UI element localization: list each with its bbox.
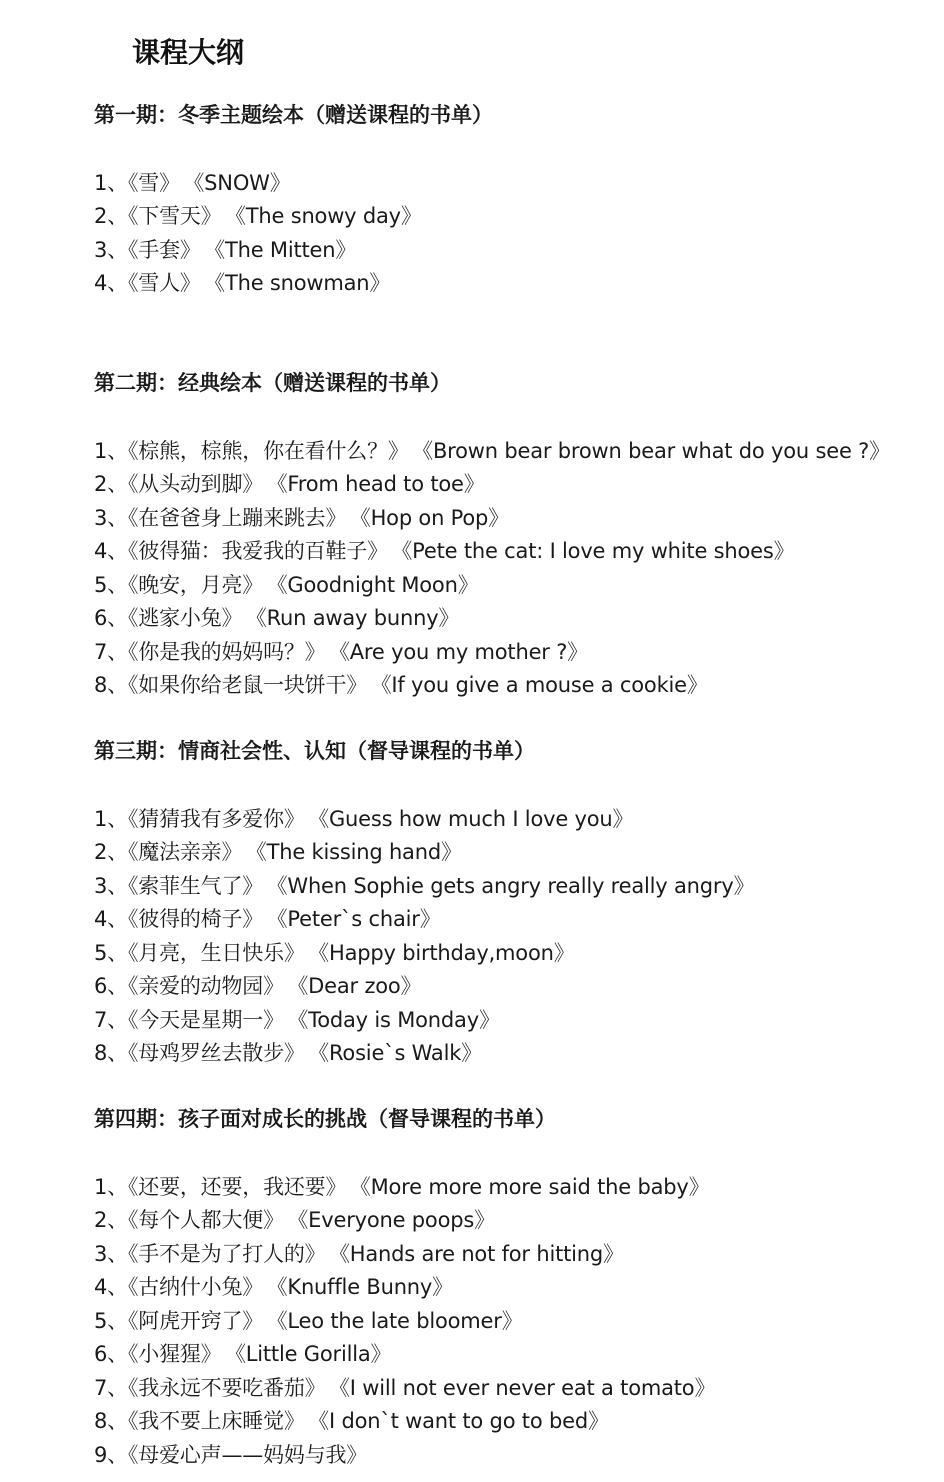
item-number: 4、 [94, 539, 128, 563]
book-title-chinese: 《你是我的妈妈吗？》 [127, 639, 326, 664]
book-title-english: 《Little Gorilla》 [235, 1342, 392, 1366]
item-number: 4、 [94, 1275, 128, 1299]
book-title-chinese: 《棕熊，棕熊，你在看什么？》 [127, 438, 409, 463]
book-title-chinese: 《魔法亲亲》 [127, 840, 243, 864]
book-title-chinese: 《手不是为了打人的》 [127, 1241, 326, 1266]
section-heading: 第二期：经典绘本（赠送课程的书单） [94, 371, 451, 395]
item-number: 5、 [94, 1308, 128, 1333]
book-list-item [94, 669, 940, 703]
book-list-item [94, 937, 940, 971]
item-number: 7、 [94, 1007, 128, 1032]
book-list-item [94, 1204, 940, 1238]
section-heading: 第四期：孩子面对成长的挑战（督导课程的书单） [94, 1107, 556, 1131]
book-title-chinese: 《手套》 [127, 237, 201, 262]
book-title-chinese: 《阿虎开窍了》 [127, 1308, 264, 1333]
book-title-english: 《From head to toe》 [277, 472, 485, 496]
item-number: 2、 [94, 204, 128, 228]
item-number: 5、 [94, 572, 128, 597]
book-list-item [94, 870, 940, 904]
book-title-english: 《Brown bear brown bear what do you see ?》 [422, 438, 890, 463]
item-number: 7、 [94, 639, 128, 664]
book-title-chinese: 《如果你给老鼠一块饼干》 [127, 673, 368, 697]
book-title-chinese: 《下雪天》 [127, 204, 222, 228]
item-number: 7、 [94, 1375, 128, 1400]
section-heading: 第一期：冬季主题绘本（赠送课程的书单） [94, 103, 493, 127]
book-list-item [94, 1372, 940, 1406]
book-list-item [94, 1439, 940, 1473]
book-list-item [94, 1405, 940, 1439]
book-title-chinese: 《晚安，月亮》 [127, 572, 264, 597]
item-number: 8、 [94, 1409, 128, 1433]
book-title-english: 《I don`t want to go to bed》 [318, 1409, 609, 1433]
book-title-english: 《Pete the cat: I love my white shoes》 [401, 539, 795, 563]
book-title-chinese: 《亲爱的动物园》 [127, 974, 284, 998]
section-heading: 第三期：情商社会性、认知（督导课程的书单） [94, 739, 535, 763]
book-list-item [94, 1271, 940, 1305]
item-number: 2、 [94, 472, 128, 496]
book-list-item [94, 803, 940, 837]
book-list-item [94, 636, 940, 670]
book-title-english: 《Goodnight Moon》 [277, 572, 479, 597]
item-number: 3、 [94, 873, 128, 898]
book-title-chinese: 《每个人都大便》 [127, 1208, 284, 1232]
book-title-english: 《More more more said the baby》 [360, 1174, 710, 1199]
page-title: 课程大纲 [132, 35, 245, 69]
book-list-item [94, 1305, 940, 1339]
book-title-english: 《The snowy day》 [235, 204, 422, 228]
item-number: 8、 [94, 673, 128, 697]
book-title-english: 《Are you my mother ?》 [339, 639, 588, 664]
book-title-chinese: 《还要，还要，我还要》 [127, 1174, 347, 1199]
item-number: 1、 [94, 806, 128, 831]
book-title-chinese: 《在爸爸身上蹦来跳去》 [127, 505, 347, 530]
book-list-item [94, 836, 940, 870]
book-list-item [94, 267, 940, 301]
book-list [94, 167, 940, 301]
book-title-chinese: 《古纳什小兔》 [127, 1275, 264, 1299]
book-title-english: 《When Sophie gets angry really really angry》 [277, 873, 755, 898]
book-list-item [94, 1037, 940, 1071]
book-title-english: 《Peter`s chair》 [277, 907, 441, 931]
book-list [94, 803, 940, 1071]
section-period-1 [94, 99, 940, 301]
item-number: 3、 [94, 237, 128, 262]
item-number: 9、 [94, 1442, 128, 1467]
book-title-chinese: 《彼得猫：我爱我的百鞋子》 [127, 539, 388, 563]
book-title-english: 《Everyone poops》 [297, 1208, 495, 1232]
book-title-english: 《Today is Monday》 [297, 1007, 500, 1032]
book-title-chinese: 《母爱心声——妈妈与我》 [127, 1442, 368, 1467]
book-list-item [94, 468, 940, 502]
book-title-english: 《Knuffle Bunny》 [277, 1275, 453, 1299]
item-number: 8、 [94, 1041, 128, 1065]
book-list [94, 1171, 940, 1473]
item-number: 2、 [94, 1208, 128, 1232]
book-list-item [94, 1238, 940, 1272]
book-title-english: 《The snowman》 [214, 271, 391, 295]
book-title-chinese: 《雪》 [127, 170, 180, 195]
book-title-chinese: 《今天是星期一》 [127, 1007, 284, 1032]
book-title-english: 《Happy birthday,moon》 [318, 940, 575, 965]
item-number: 6、 [94, 1342, 128, 1366]
book-title-english: 《The Mitten》 [214, 237, 357, 262]
book-list-item [94, 535, 940, 569]
book-list-item [94, 435, 940, 469]
book-title-chinese: 《小猩猩》 [127, 1342, 222, 1366]
section-period-3 [94, 735, 940, 1071]
book-title-english: 《Hands are not for hitting》 [339, 1241, 624, 1266]
book-title-english: 《Guess how much I love you》 [318, 806, 634, 831]
book-title-english: 《If you give a mouse a cookie》 [381, 673, 708, 697]
book-title-chinese: 《从头动到脚》 [127, 472, 264, 496]
book-list-item [94, 602, 940, 636]
book-title-english: 《Dear zoo》 [297, 974, 422, 998]
book-title-english: 《Hop on Pop》 [360, 505, 509, 530]
book-title-chinese: 《猜猜我有多爱你》 [127, 806, 305, 831]
book-title-chinese: 《索菲生气了》 [127, 873, 264, 898]
item-number: 5、 [94, 940, 128, 965]
book-title-chinese: 《逃家小兔》 [127, 606, 243, 630]
book-list-item [94, 1004, 940, 1038]
item-number: 4、 [94, 271, 128, 295]
item-number: 2、 [94, 840, 128, 864]
item-number: 6、 [94, 974, 128, 998]
item-number: 1、 [94, 170, 128, 195]
item-number: 3、 [94, 1241, 128, 1266]
book-title-english: 《Run away bunny》 [256, 606, 460, 630]
book-list-item [94, 1171, 940, 1205]
book-list-item [94, 1338, 940, 1372]
book-title-english: 《I will not ever never eat a tomato》 [339, 1375, 716, 1400]
book-list-item [94, 167, 940, 201]
book-list [94, 435, 940, 703]
book-list-item [94, 234, 940, 268]
book-title-chinese: 《我永远不要吃番茄》 [127, 1375, 326, 1400]
book-title-chinese: 《月亮，生日快乐》 [127, 940, 305, 965]
book-list-item [94, 502, 940, 536]
item-number: 6、 [94, 606, 128, 630]
book-title-chinese: 《母鸡罗丝去散步》 [127, 1041, 305, 1065]
book-title-english: 《Leo the late bloomer》 [277, 1308, 523, 1333]
book-title-english: 《The kissing hand》 [256, 840, 462, 864]
book-title-chinese: 《我不要上床睡觉》 [127, 1409, 305, 1433]
book-list-item [94, 200, 940, 234]
book-list-item [94, 970, 940, 1004]
section-period-2 [94, 367, 940, 703]
book-title-english: 《Rosie`s Walk》 [318, 1041, 482, 1065]
item-number: 1、 [94, 438, 128, 463]
item-number: 1、 [94, 1174, 128, 1199]
book-list-item [94, 569, 940, 603]
item-number: 4、 [94, 907, 128, 931]
book-title-chinese: 《彼得的椅子》 [127, 907, 264, 931]
book-list-item [94, 903, 940, 937]
section-period-4 [94, 1103, 940, 1472]
book-title-english: 《SNOW》 [193, 170, 291, 195]
book-title-chinese: 《雪人》 [127, 271, 201, 295]
item-number: 3、 [94, 505, 128, 530]
